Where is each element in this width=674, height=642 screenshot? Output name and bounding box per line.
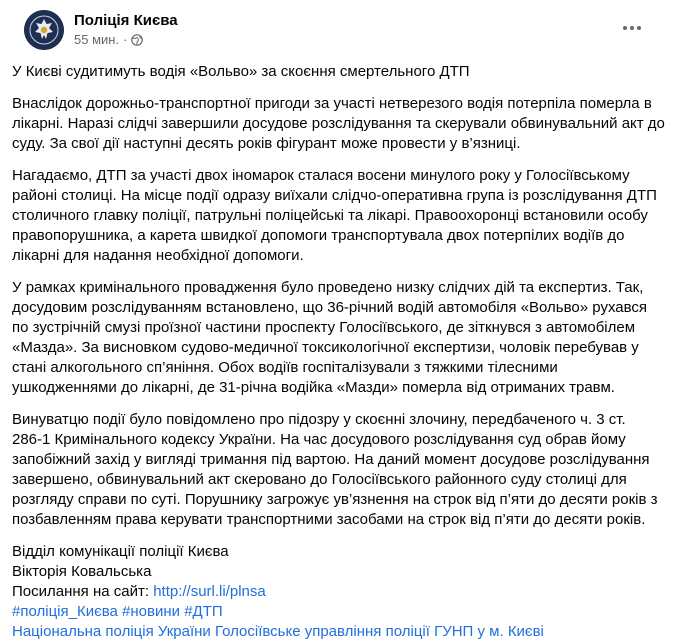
hashtag-dtp[interactable]: #ДТП (184, 603, 223, 620)
hashtag-police-kyiv[interactable]: #поліція_Києва (12, 603, 118, 620)
paragraph-line: стані алкогольного сп’яніння. Обох водіїв госпіталізували з тяжкими тілесними (12, 359, 558, 376)
hashtag-news[interactable]: #новини (122, 603, 181, 620)
hashtags-line (12, 602, 658, 622)
paragraph-line: досудовим розслідуванням встановлено, що 36-річний водій автомобіля «Вольво» рухався (12, 299, 648, 316)
paragraph-2 (12, 166, 658, 266)
paragraph-1 (12, 94, 665, 154)
globe-icon[interactable] (131, 34, 143, 46)
paragraph-line: столичного главку поліції, патрульні поліцейські та лікарі. Правоохоронці встановили особу (12, 207, 648, 224)
page-name[interactable]: Поліція Києва (74, 12, 178, 29)
signature-author: Вікторія Ковальська (12, 563, 152, 580)
org-tags-line (12, 622, 658, 642)
more-options-button[interactable] (614, 14, 650, 42)
meta-separator: · (123, 32, 128, 47)
paragraph-4 (12, 410, 658, 530)
more-dot-icon (637, 26, 641, 30)
post-header (12, 0, 662, 58)
paragraph-line: Винуватцю події було повідомлено про підозру у скоєнні злочину, передбаченого ч. 3 ст. (12, 411, 626, 428)
org-tag-national-police[interactable]: Національна поліція України (12, 623, 211, 640)
paragraph-line: «Мазда». За висновком судово-медичної токсикологічної експертизи, чоловік перебував у (12, 339, 639, 356)
post-time[interactable]: 55 мин. (74, 32, 120, 47)
source-link-label: Посилання на сайт: (12, 583, 150, 600)
org-tag-holosiivskyi-police[interactable]: Голосіївське управління поліції ГУНП у м. Києві (214, 623, 544, 640)
signature (12, 542, 658, 642)
more-dot-icon (630, 26, 634, 30)
police-badge-icon (24, 10, 64, 50)
paragraph-line: розгляду справи по суті. Порушнику загрожує ув’язнення на строк від п’яти до десяти років з (12, 491, 658, 508)
paragraph-line: 286-1 Кримінального кодексу України. На час досудового розслідування суд обрав йому (12, 431, 626, 448)
post-meta (74, 32, 178, 48)
header-text (74, 11, 178, 48)
paragraph-line: Внаслідок дорожньо-транспортної пригоди за участі нетверезого водія потерпіла померла в (12, 95, 652, 112)
avatar[interactable] (24, 10, 64, 50)
paragraph-line: запобіжний захід у вигляді тримання під вартою. На даний момент досудове розслідування (12, 451, 650, 468)
paragraph-line: позбавленням права керувати транспортними засобами на строк від п’яти до десяти років. (12, 511, 646, 528)
paragraph-line: У рамках кримінального провадження було проведено низку слідчих дій та експертиз. Так, (12, 279, 644, 296)
paragraph-line: суду. За свої дії наступні десять років фігурант може провести у в’язниці. (12, 135, 521, 152)
paragraph-3 (12, 278, 658, 398)
source-link-line (12, 582, 658, 602)
signature-department: Відділ комунікації поліції Києва (12, 543, 229, 560)
paragraph-line: ушкодженнями до лікарні, де 31-річна водійка «Мазди» померла від отриманих травм. (12, 379, 615, 396)
paragraph-line: завершено, обвинувальний акт скеровано до Голосіївського районного суду столиці для (12, 471, 627, 488)
post-title: У Києві судитимуть водія «Вольво» за скоєння смертельного ДТП (12, 63, 470, 80)
paragraph-line: районі столиці. На місце події одразу виїхали слідчо-оперативна група із розслідування ДТП (12, 187, 657, 204)
source-link[interactable]: http://surl.li/plnsa (153, 583, 266, 600)
paragraph-line: лікарні для надання необхідної допомоги. (12, 247, 304, 264)
paragraph-line: лікарні. Наразі слідчі завершили досудове розслідування та скерували обвинувальний акт до (12, 115, 665, 132)
paragraph-line: правопорушника, а карета швидкої допомоги транспортувала двох потерпілих водіїв до (12, 227, 625, 244)
paragraph-line: Нагадаємо, ДТП за участі двох іномарок сталася восени минулого року у Голосіївському (12, 167, 630, 184)
post-body (12, 58, 665, 642)
paragraph-line: по зустрічній смузі проїзної частини проспекту Голосіївського, де зіткнувся з автомобілем (12, 319, 636, 336)
more-dot-icon (623, 26, 627, 30)
